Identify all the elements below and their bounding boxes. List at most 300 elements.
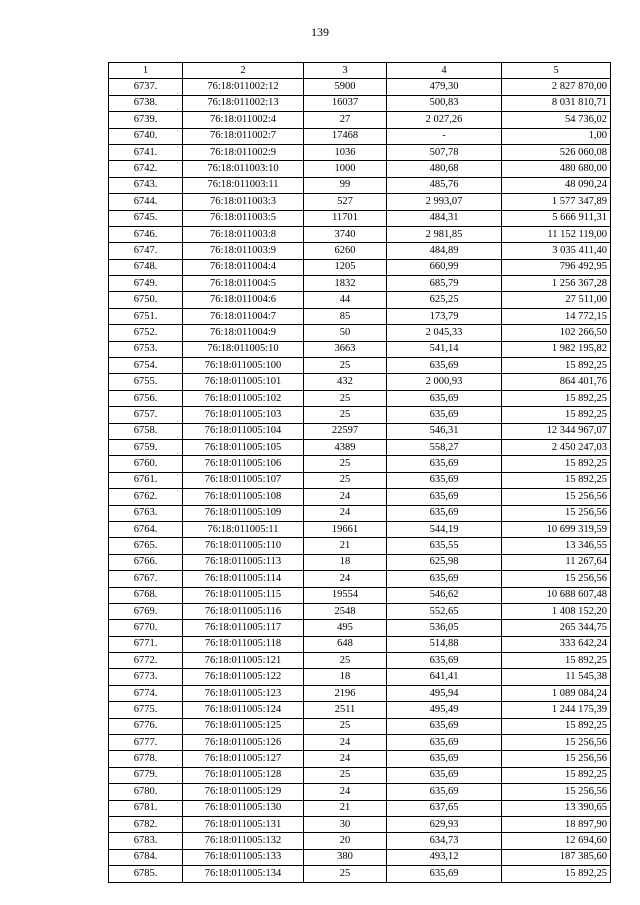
table-cell: 10 688 607,48 [502,587,611,603]
table-cell: 76:18:011005:128 [183,767,304,783]
table-cell: 635,69 [387,735,502,751]
table-cell: 76:18:011002:4 [183,112,304,128]
table-cell: 1 577 347,89 [502,194,611,210]
table-cell: 6770. [109,620,183,636]
table-cell: 558,27 [387,439,502,455]
table-cell: 76:18:011005:104 [183,423,304,439]
table-row [109,276,611,292]
table-cell: 2 045,33 [387,325,502,341]
table-row [109,849,611,865]
table-cell: 6744. [109,194,183,210]
table-cell: 25 [304,767,387,783]
table-cell: 6746. [109,226,183,242]
table-row [109,144,611,160]
table-cell: 18 897,90 [502,816,611,832]
table-cell: 6772. [109,653,183,669]
table-cell: 6780. [109,784,183,800]
table-cell: 6782. [109,816,183,832]
table-cell: 1,00 [502,128,611,144]
table-cell: 6774. [109,685,183,701]
table-cell: - [387,128,502,144]
table-cell: 15 892,25 [502,407,611,423]
table-row [109,816,611,832]
table-cell: 6776. [109,718,183,734]
table-cell: 76:18:011005:102 [183,390,304,406]
table-row [109,653,611,669]
table-cell: 76:18:011005:129 [183,784,304,800]
table-cell: 76:18:011005:116 [183,603,304,619]
table-row [109,521,611,537]
table-cell: 1 408 152,20 [502,603,611,619]
table-cell: 380 [304,849,387,865]
table-cell: 24 [304,489,387,505]
table-cell: 76:18:011005:131 [183,816,304,832]
table-cell: 6739. [109,112,183,128]
table-cell: 6755. [109,374,183,390]
table-cell: 21 [304,538,387,554]
table-row [109,620,611,636]
table-cell: 6758. [109,423,183,439]
table-cell: 76:18:011005:100 [183,358,304,374]
table-cell: 6785. [109,866,183,882]
table-cell: 2 027,26 [387,112,502,128]
table-cell: 13 346,55 [502,538,611,554]
table-cell: 44 [304,292,387,308]
table-cell: 1 256 367,28 [502,276,611,292]
table-cell: 485,76 [387,177,502,193]
table-cell: 6779. [109,767,183,783]
table-cell: 25 [304,456,387,472]
table-cell: 76:18:011002:7 [183,128,304,144]
table-cell: 480,68 [387,161,502,177]
table-cell: 635,69 [387,472,502,488]
table-cell: 5 666 911,31 [502,210,611,226]
table-cell: 6769. [109,603,183,619]
table-cell: 6773. [109,669,183,685]
table-cell: 637,65 [387,800,502,816]
table-cell: 635,69 [387,407,502,423]
table-cell: 6760. [109,456,183,472]
table-cell: 544,19 [387,521,502,537]
table-row [109,226,611,242]
table-cell: 6775. [109,702,183,718]
table-row [109,390,611,406]
table-cell: 6750. [109,292,183,308]
table-cell: 76:18:011003:8 [183,226,304,242]
column-header: 2 [183,63,304,79]
table-cell: 864 401,76 [502,374,611,390]
table-cell: 6763. [109,505,183,521]
table-cell: 25 [304,390,387,406]
table-cell: 685,79 [387,276,502,292]
table-cell: 15 892,25 [502,390,611,406]
table-cell: 76:18:011005:114 [183,571,304,587]
table-cell: 76:18:011005:118 [183,636,304,652]
table-cell: 6784. [109,849,183,865]
table-cell: 76:18:011005:103 [183,407,304,423]
table-cell: 25 [304,472,387,488]
table-cell: 6745. [109,210,183,226]
table-cell: 648 [304,636,387,652]
table-cell: 54 736,02 [502,112,611,128]
table-cell: 76:18:011003:3 [183,194,304,210]
table-cell: 15 892,25 [502,767,611,783]
table-cell: 76:18:011005:101 [183,374,304,390]
table-cell: 10 699 319,59 [502,521,611,537]
table-cell: 514,88 [387,636,502,652]
page-number: 139 [311,25,329,39]
table-row [109,259,611,275]
table-cell: 76:18:011005:107 [183,472,304,488]
table-row [109,128,611,144]
table-cell: 21 [304,800,387,816]
table-cell: 635,69 [387,505,502,521]
table-cell: 2 450 247,03 [502,439,611,455]
table-cell: 796 492,95 [502,259,611,275]
table-cell: 6754. [109,358,183,374]
table-cell: 27 511,00 [502,292,611,308]
table-cell: 507,78 [387,144,502,160]
table-cell: 629,93 [387,816,502,832]
table-row [109,800,611,816]
table-cell: 6766. [109,554,183,570]
table-cell: 25 [304,407,387,423]
table-cell: 85 [304,308,387,324]
table-cell: 635,69 [387,866,502,882]
table-cell: 76:18:011005:10 [183,341,304,357]
table-row [109,833,611,849]
table-cell: 25 [304,718,387,734]
table-row [109,341,611,357]
table-row [109,767,611,783]
table-cell: 635,69 [387,456,502,472]
table-cell: 6764. [109,521,183,537]
table-cell: 6751. [109,308,183,324]
table-cell: 18 [304,669,387,685]
table-cell: 76:18:011005:113 [183,554,304,570]
table-cell: 15 256,56 [502,751,611,767]
table-cell: 27 [304,112,387,128]
table-row [109,374,611,390]
table-row [109,95,611,111]
table-cell: 1 089 084,24 [502,685,611,701]
table-cell: 48 090,24 [502,177,611,193]
table-cell: 11 267,64 [502,554,611,570]
table-cell: 76:18:011005:126 [183,735,304,751]
table-cell: 76:18:011005:123 [183,685,304,701]
table-cell: 15 256,56 [502,784,611,800]
table-cell: 14 772,15 [502,308,611,324]
table-cell: 6765. [109,538,183,554]
table-cell: 76:18:011005:122 [183,669,304,685]
table-cell: 187 385,60 [502,849,611,865]
table-header-row [109,63,611,79]
table-cell: 635,69 [387,358,502,374]
table-cell: 265 344,75 [502,620,611,636]
table-cell: 432 [304,374,387,390]
table-row [109,79,611,95]
table-cell: 6762. [109,489,183,505]
table-cell: 76:18:011002:9 [183,144,304,160]
table-cell: 635,69 [387,390,502,406]
table-cell: 6778. [109,751,183,767]
table-cell: 6747. [109,243,183,259]
table-cell: 76:18:011004:6 [183,292,304,308]
table-cell: 635,69 [387,571,502,587]
table-cell: 1000 [304,161,387,177]
table-cell: 25 [304,653,387,669]
table-cell: 625,98 [387,554,502,570]
table-row [109,669,611,685]
table-cell: 484,31 [387,210,502,226]
table-row [109,243,611,259]
table-cell: 6752. [109,325,183,341]
table-cell: 6740. [109,128,183,144]
table-cell: 11 152 119,00 [502,226,611,242]
table-cell: 8 031 810,71 [502,95,611,111]
table-cell: 3 035 411,40 [502,243,611,259]
table-cell: 484,89 [387,243,502,259]
table-cell: 2196 [304,685,387,701]
table-row [109,210,611,226]
table-cell: 1832 [304,276,387,292]
table-row [109,472,611,488]
table-cell: 50 [304,325,387,341]
table-cell: 76:18:011002:12 [183,79,304,95]
table-cell: 4389 [304,439,387,455]
table-cell: 24 [304,505,387,521]
table-cell: 1 982 195,82 [502,341,611,357]
table-cell: 6748. [109,259,183,275]
table-cell: 102 266,50 [502,325,611,341]
table-cell: 6761. [109,472,183,488]
table-cell: 25 [304,866,387,882]
table-cell: 15 892,25 [502,472,611,488]
table-cell: 12 344 967,07 [502,423,611,439]
table-cell: 76:18:011005:134 [183,866,304,882]
table-cell: 660,99 [387,259,502,275]
table-cell: 6781. [109,800,183,816]
table-cell: 15 256,56 [502,735,611,751]
table-cell: 6741. [109,144,183,160]
table-cell: 76:18:011005:125 [183,718,304,734]
table-cell: 6768. [109,587,183,603]
table-cell: 6743. [109,177,183,193]
table-row [109,177,611,193]
table-row [109,751,611,767]
table-cell: 76:18:011005:124 [183,702,304,718]
table-row [109,358,611,374]
table-cell: 635,69 [387,784,502,800]
table-cell: 6742. [109,161,183,177]
table-cell: 500,83 [387,95,502,111]
table-row [109,554,611,570]
table-cell: 76:18:011002:13 [183,95,304,111]
table-cell: 15 256,56 [502,505,611,521]
table-cell: 76:18:011005:110 [183,538,304,554]
table-cell: 24 [304,571,387,587]
table-cell: 76:18:011005:132 [183,833,304,849]
table-cell: 12 694,60 [502,833,611,849]
table-cell: 2 993,07 [387,194,502,210]
table-row [109,439,611,455]
table-cell: 99 [304,177,387,193]
table-cell: 76:18:011005:11 [183,521,304,537]
table-cell: 15 892,25 [502,718,611,734]
table-cell: 76:18:011004:4 [183,259,304,275]
table-cell: 634,73 [387,833,502,849]
table-row [109,636,611,652]
table-cell: 546,62 [387,587,502,603]
table-cell: 541,14 [387,341,502,357]
table-body [109,79,611,882]
table-cell: 6771. [109,636,183,652]
table-cell: 635,55 [387,538,502,554]
table-cell: 5900 [304,79,387,95]
table-cell: 6738. [109,95,183,111]
table-cell: 641,41 [387,669,502,685]
table-row [109,538,611,554]
table-cell: 173,79 [387,308,502,324]
table-cell: 76:18:011005:130 [183,800,304,816]
table-cell: 22597 [304,423,387,439]
table-cell: 527 [304,194,387,210]
table-cell: 24 [304,784,387,800]
table-cell: 493,12 [387,849,502,865]
table-cell: 480 680,00 [502,161,611,177]
table-cell: 625,25 [387,292,502,308]
table-cell: 76:18:011003:11 [183,177,304,193]
table-cell: 76:18:011005:115 [183,587,304,603]
table-cell: 1205 [304,259,387,275]
table-row [109,112,611,128]
column-header: 5 [502,63,611,79]
table-cell: 635,69 [387,718,502,734]
table-cell: 495,94 [387,685,502,701]
table-row [109,489,611,505]
table-cell: 1036 [304,144,387,160]
table-row [109,161,611,177]
table-row [109,685,611,701]
table-row [109,735,611,751]
table-row [109,571,611,587]
table-cell: 17468 [304,128,387,144]
table-cell: 536,05 [387,620,502,636]
table-cell: 15 892,25 [502,456,611,472]
table-cell: 495 [304,620,387,636]
table-row [109,407,611,423]
table-cell: 20 [304,833,387,849]
table-cell: 2 000,93 [387,374,502,390]
table-cell: 18 [304,554,387,570]
table-cell: 1 244 175,39 [502,702,611,718]
table-cell: 76:18:011005:117 [183,620,304,636]
table-cell: 6753. [109,341,183,357]
table-cell: 76:18:011004:7 [183,308,304,324]
table-cell: 19554 [304,587,387,603]
table-cell: 2 827 870,00 [502,79,611,95]
column-header: 3 [304,63,387,79]
table-cell: 76:18:011003:5 [183,210,304,226]
table-cell: 2 981,85 [387,226,502,242]
table-cell: 24 [304,751,387,767]
table-cell: 3663 [304,341,387,357]
table-cell: 25 [304,358,387,374]
table-cell: 546,31 [387,423,502,439]
column-header: 4 [387,63,502,79]
table-cell: 76:18:011005:133 [183,849,304,865]
table-cell: 6767. [109,571,183,587]
table-cell: 13 390,65 [502,800,611,816]
table-cell: 6783. [109,833,183,849]
table-cell: 635,69 [387,489,502,505]
table-row [109,456,611,472]
table-row [109,308,611,324]
table-cell: 6749. [109,276,183,292]
table-cell: 15 892,25 [502,653,611,669]
table-cell: 76:18:011005:127 [183,751,304,767]
table-cell: 76:18:011005:109 [183,505,304,521]
table-cell: 15 892,25 [502,866,611,882]
table-row [109,702,611,718]
table-cell: 6757. [109,407,183,423]
table-cell: 76:18:011005:106 [183,456,304,472]
table-row [109,325,611,341]
table-row [109,718,611,734]
table-cell: 76:18:011005:121 [183,653,304,669]
table-cell: 495,49 [387,702,502,718]
column-header: 1 [109,63,183,79]
table-cell: 15 256,56 [502,489,611,505]
table-row [109,423,611,439]
table-cell: 2548 [304,603,387,619]
cadastral-value-table [108,62,611,883]
table-cell: 11 545,38 [502,669,611,685]
table-cell: 526 060,08 [502,144,611,160]
table-cell: 76:18:011004:5 [183,276,304,292]
table-row [109,194,611,210]
table-cell: 76:18:011003:10 [183,161,304,177]
table-cell: 76:18:011005:108 [183,489,304,505]
table-cell: 76:18:011004:9 [183,325,304,341]
table-cell: 6756. [109,390,183,406]
table-cell: 76:18:011005:105 [183,439,304,455]
table-cell: 11701 [304,210,387,226]
table-cell: 15 892,25 [502,358,611,374]
table-cell: 2511 [304,702,387,718]
table-cell: 479,30 [387,79,502,95]
table-cell: 6777. [109,735,183,751]
table-row [109,603,611,619]
table-cell: 635,69 [387,751,502,767]
table-cell: 6759. [109,439,183,455]
table-cell: 635,69 [387,767,502,783]
table-cell: 333 642,24 [502,636,611,652]
table-row [109,587,611,603]
table-row [109,505,611,521]
table-row [109,292,611,308]
table-cell: 19661 [304,521,387,537]
table-cell: 16037 [304,95,387,111]
table-cell: 6737. [109,79,183,95]
table-cell: 6260 [304,243,387,259]
table-cell: 635,69 [387,653,502,669]
table-cell: 15 256,56 [502,571,611,587]
table-row [109,784,611,800]
table-cell: 30 [304,816,387,832]
table-row [109,866,611,882]
table-cell: 552,65 [387,603,502,619]
